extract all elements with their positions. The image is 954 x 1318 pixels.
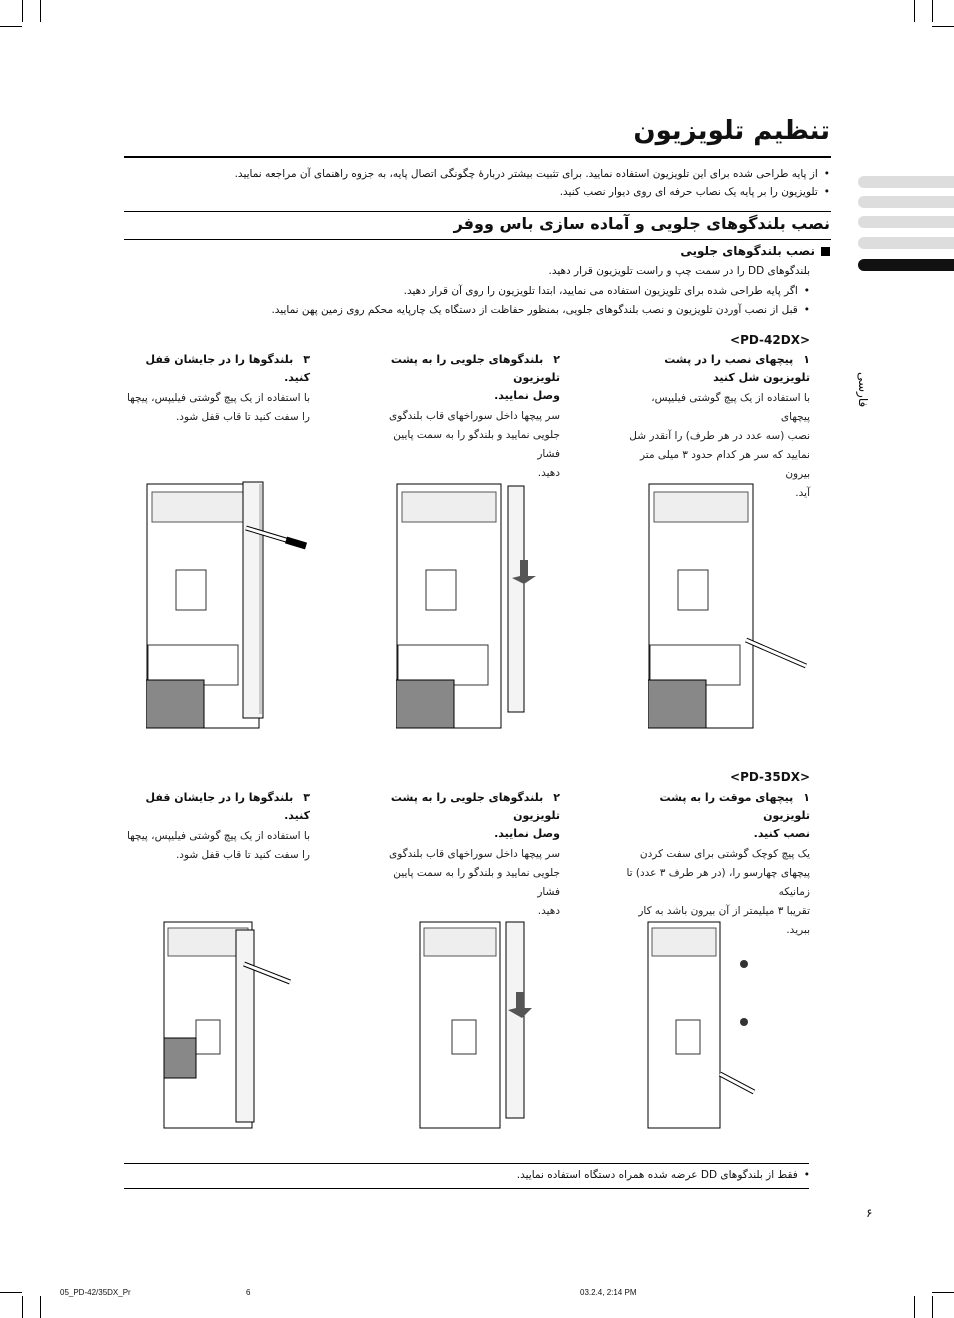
screw-icon (740, 1018, 748, 1026)
crop-mark (40, 1296, 41, 1318)
crop-mark (22, 0, 23, 22)
bottom-note: •فقط از بلندگوهای DD عرضه شده همراه دستگاه استفاده نمایید. (516, 1169, 810, 1181)
model-label-35: <PD-35DX> (730, 770, 810, 784)
step-42-2: ۲بلندگوهای جلویی را به پشت تلویزیون وصل نمایید. سر پیچها داخل سوراخهای قاب بلندگوی جلویی نمایید و بلندگو را به سمت پایین فشار دهید. (388, 353, 560, 479)
crop-mark (914, 0, 915, 22)
crop-mark (932, 1292, 954, 1293)
crop-mark (932, 0, 933, 22)
note-rule-top (124, 1163, 809, 1164)
subsection-heading: نصب بلندگوهای جلویی (680, 244, 830, 258)
tv-42-speaker-illustration-1 (648, 480, 808, 730)
tv-35-speaker-illustration-1 (646, 920, 756, 1130)
crop-mark (22, 1296, 23, 1318)
sub-bullet: •قبل از نصب آوردن تلویزیون و نصب بلندگوهای جلویی، بمنظور حفاظت از دستگاه یک چارپایه محکم روی زمین پهن نمایید. (271, 304, 810, 316)
subsection-intro: بلندگوهای DD را در سمت چپ و راست تلویزیون قرار دهید. (548, 265, 810, 277)
crop-mark (914, 1296, 915, 1318)
footer-page: 6 (246, 1288, 251, 1297)
intro-bullet: •از پایه طراحی شده برای این تلویزیون استفاده نمایید. برای تثبیت بیشتر دربارهٔ چگونگی اتصال پایه، به جزوه راهنمای آن مراجعه نمایید. (234, 168, 830, 180)
crop-mark (40, 0, 41, 22)
tv-42-speaker-illustration-2 (396, 480, 536, 730)
tv-35-speaker-illustration-2 (418, 920, 538, 1130)
tv-42-speaker-illustration-3 (146, 480, 316, 730)
page-title: تنظیم تلویزیون (633, 116, 830, 146)
chapter-tab-active (858, 259, 954, 271)
model-label-42: <PD-42DX> (730, 333, 810, 347)
side-language-label: فارسی (856, 372, 870, 408)
page-number: ۶ (866, 1206, 873, 1220)
square-bullet-icon (821, 247, 830, 256)
section-rule-top (124, 211, 831, 212)
section-heading: نصب بلندگوهای جلویی و آماده سازی باس ووفر (453, 214, 830, 233)
footer-file: 05_PD-42/35DX_Pr (60, 1288, 131, 1297)
screw-icon (740, 960, 748, 968)
crop-mark (0, 26, 22, 27)
section-rule-bottom (124, 239, 831, 240)
step-35-2: ۲بلندگوهای جلویی را به پشت تلویزیون وصل نمایید. سر پیچها داخل سوراخهای قاب بلندگوی جلویی نمایید و بلندگو را به سمت پایین فشار دهید. (388, 791, 560, 917)
step-42-1: ۱پیچهای نصب را در پشت تلویزیون شل کنید با استفاده از یک پیچ گوشتی فیلیپس، پیچهای نصب (سه عدد در هر طرف) را آنقدر شل نمایید که سر هر کدام حدود ۳ میلی متر بیرون آید. (629, 353, 810, 499)
crop-mark (932, 26, 954, 27)
note-rule-bottom (124, 1188, 809, 1189)
step-42-3: ۳بلندگوها را در جایشان قفل کنید. با استفاده از یک پیچ گوشتی فیلیپس، پیچها را سفت کنید تا قاب قفل شود. (126, 353, 310, 423)
chapter-tab (858, 216, 954, 228)
footer-date: 03.2.4, 2:14 PM (580, 1288, 637, 1297)
title-rule (124, 156, 831, 158)
intro-bullet: •تلویزیون را بر پایه یک نصاب حرفه ای روی دیوار نصب کنید. (559, 186, 830, 198)
chapter-tab (858, 237, 954, 249)
crop-mark (932, 1296, 933, 1318)
chapter-tab (858, 196, 954, 208)
crop-mark (0, 1292, 22, 1293)
step-35-3: ۳بلندگوها را در جایشان قفل کنید. با استفاده از یک پیچ گوشتی فیلیپس، پیچها را سفت کنید تا قاب قفل شود. (126, 791, 310, 861)
step-35-1: ۱پیچهای موقت را به پشت تلویزیون نصب کنید. یک پیچ کوچک گوشتی برای سفت کردن پیچهای چهارسو را، (در هر طرف ۳ عدد) تا زمانیکه تقریبا ۳ میلیمتر از آن بیرون باشد به کار ببرید. (626, 791, 810, 936)
sub-bullet: •اگر پایه طراحی شده برای تلویزیون استفاده می نمایید، ابتدا تلویزیون را روی آن قرار دهید. (403, 285, 810, 297)
tv-35-speaker-illustration-3 (160, 920, 300, 1130)
chapter-tab (858, 176, 954, 188)
